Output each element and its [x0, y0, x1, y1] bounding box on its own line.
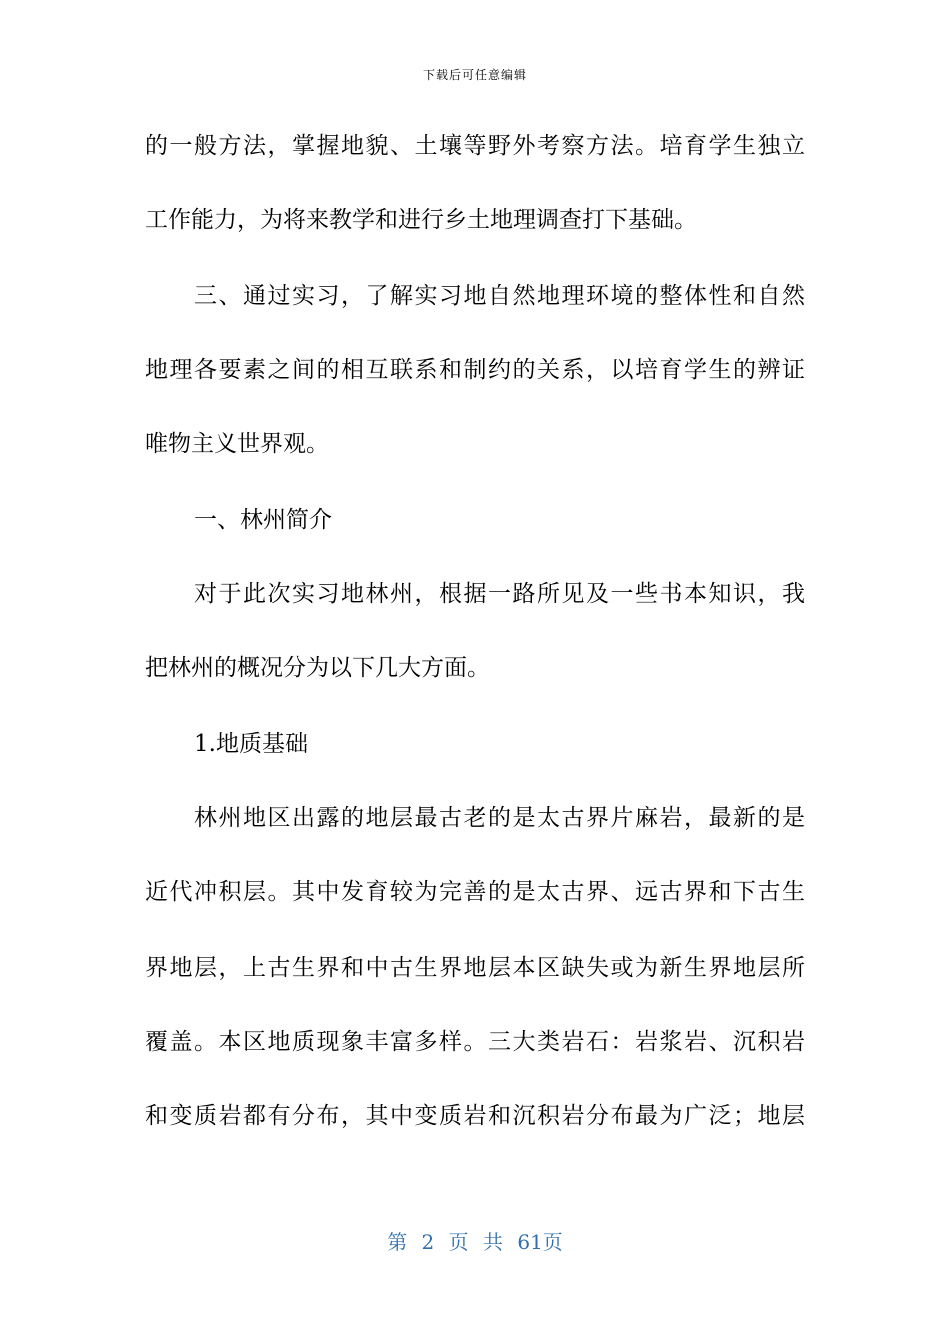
- body-line: 三、通过实习，了解实习地自然地理环境的整体性和自然: [194, 283, 805, 309]
- body-line: 对于此次实习地林州，根据一路所见及一些书本知识，我: [194, 581, 805, 607]
- body-line: 的一般方法，掌握地貌、土壤等野外考察方法。培育学生独立: [145, 133, 805, 159]
- body-line: 把林州的概况分为以下几大方面。: [145, 655, 490, 681]
- body-line: 近代冲积层。其中发育较为完善的是太古界、远古界和下古生: [145, 879, 805, 905]
- body-line: 覆盖。本区地质现象丰富多样。三大类岩石：岩浆岩、沉积岩: [145, 1029, 805, 1055]
- body-line: 和变质岩都有分布，其中变质岩和沉积岩分布最为广泛；地层: [145, 1103, 805, 1129]
- body-line: 地理各要素之间的相互联系和制约的关系，以培育学生的辨证: [145, 357, 805, 383]
- subsection-heading: 1.地质基础: [194, 731, 308, 757]
- body-line: 界地层，上古生界和中古生界地层本区缺失或为新生界地层所: [145, 955, 805, 981]
- section-heading: 一、林州简介: [194, 507, 332, 533]
- page-header: 下载后可任意编辑: [422, 68, 527, 82]
- body-line: 工作能力，为将来教学和进行乡土地理调查打下基础。: [145, 207, 697, 233]
- body-line: 唯物主义世界观。: [145, 431, 329, 457]
- page-number: 第 2 页 共 61页: [387, 1230, 563, 1254]
- body-line: 林州地区出露的地层最古老的是太古界片麻岩，最新的是: [194, 805, 805, 831]
